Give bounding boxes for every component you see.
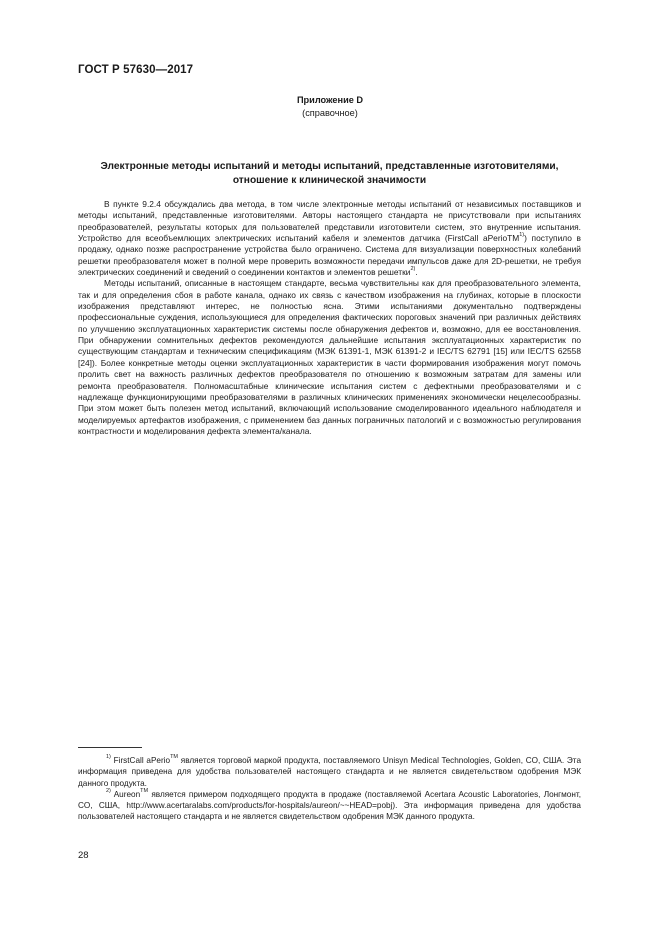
- footnote-1-part-b: является торговой маркой продукта, поставляемого Unisyn Medical Technologies, Golden, CO, США. Эта информация приведена для удобства пользователей настоящего стандарта и не является свидетельством одобрения МЭК данного продукта.: [78, 756, 581, 788]
- paragraph-1: [78, 199, 581, 278]
- footnote-1-part-a: FirstCall aPerio: [110, 756, 171, 765]
- section-title-line-1: Электронные методы испытаний и методы испытаний, представленные изготовителями,: [100, 161, 559, 172]
- footnote-2-part-b: является примером подходящего продукта в продаже (поставляемой Acertara Acoustic Laboratories, Лонгмонт, CO, США, http://www.acertaralabs.com/products/for-hospitals/aureon/~~HEAD=pobj). Эта информация приведена для удобства пользователей настоящего стандарта и не является свидетельством одобрения МЭК данного продукта.: [78, 789, 581, 822]
- appendix-title: Приложение D: [296, 95, 364, 105]
- footnote-divider: [78, 747, 142, 748]
- body-text: [78, 199, 581, 437]
- paragraph-2: Методы испытаний, описанные в настоящем стандарте, весьма чувствительны как для преобразовательного элемента, так и для определения сбоя в работе канала, однако их связь с качеством изображения на глубинах, которые в плоскости изображения представляют интерес, не полностью ясна. Этими испытаниями документально подтверждены профессиональные суждения, использующиеся для определения фактических пороговых значений при различных действиях по улучшению эксплуатационных характеристик системы после обнаружения дефектов и, возможно, для ее восстановления. При обнаружении сомнительных дефектов рекомендуются дальнейшие испытания эксплуатационных характеристик по существующим стандартам и техническим спецификациям (МЭК 61391-1, МЭК 61391-2 и IEC/TS 62791 [15] или IEC/TS 62558 [24]). Более конкретные методы оценки эксплуатационных характеристик в части формирования изображения могут помочь пролить свет на важность различных дефектов преобразователя по отношению к возможным затратам для замены или ремонта преобразователя. Полномасштабные клинические испытания систем с дефектными преобразователями и с надлежаще функционирующими преобразователями в различных клинических применениях экономически нецелесообразны. При этом может быть полезен метод испытаний, включающий использование смоделированного идеального наблюдателя и моделируемых артефактов изображения, с применением баз данных пограничных патологий и с возможностью регулирования контрастности и моделирования дефекта элемента/канала.: [78, 278, 581, 436]
- paragraph-1-part-c: .: [415, 267, 418, 278]
- footnote-ref-2: 2): [410, 266, 416, 273]
- footnote-2-part-a: Aureon: [110, 789, 141, 799]
- footnote-1-mark: 1): [106, 754, 111, 761]
- standard-code: ГОСТ Р 57630—2017: [78, 64, 194, 76]
- paragraph-1-part-b: ) поступило в продажу, однако позже распространение устройства было ограничено. Система для визуализации поверхностных колебаний решетки преобразователя может в полной мере проверить возможности передачи импульсов даже для 2D-решетки, не требуя электрических соединений и сведений о соединении контактов и элементов решетки: [78, 233, 581, 278]
- page-number: 28: [78, 850, 89, 861]
- footnote-2: [78, 789, 581, 823]
- appendix-subtitle: (справочное): [302, 108, 358, 118]
- paragraph-1-part-a: В пункте 9.2.4 обсуждались два метода, в том числе электронные методы испытаний от независимых поставщиков и методы испытаний, представленные изготовителями. Авторы настоящего стандарта не присутствовали при испытаниях преобразователей, результаты которых для пользователей представили изготовители систем, это внутренние испытания. Устройство для всеобъемлющих электрических испытаний кабеля и элементов датчика (FirstCall aPerioTM: [78, 199, 581, 244]
- footnote-2-mark: 2): [106, 788, 111, 795]
- section-title: [78, 160, 581, 188]
- appendix-heading: [240, 94, 420, 120]
- footnotes: [78, 755, 581, 823]
- section-title-line-2: отношение к клинической значимости: [232, 175, 427, 186]
- footnote-1: [78, 755, 581, 789]
- footnote-1-tm: TM: [170, 754, 179, 761]
- footnote-ref-1: 1): [519, 232, 525, 239]
- footnote-2-tm: TM: [140, 788, 149, 795]
